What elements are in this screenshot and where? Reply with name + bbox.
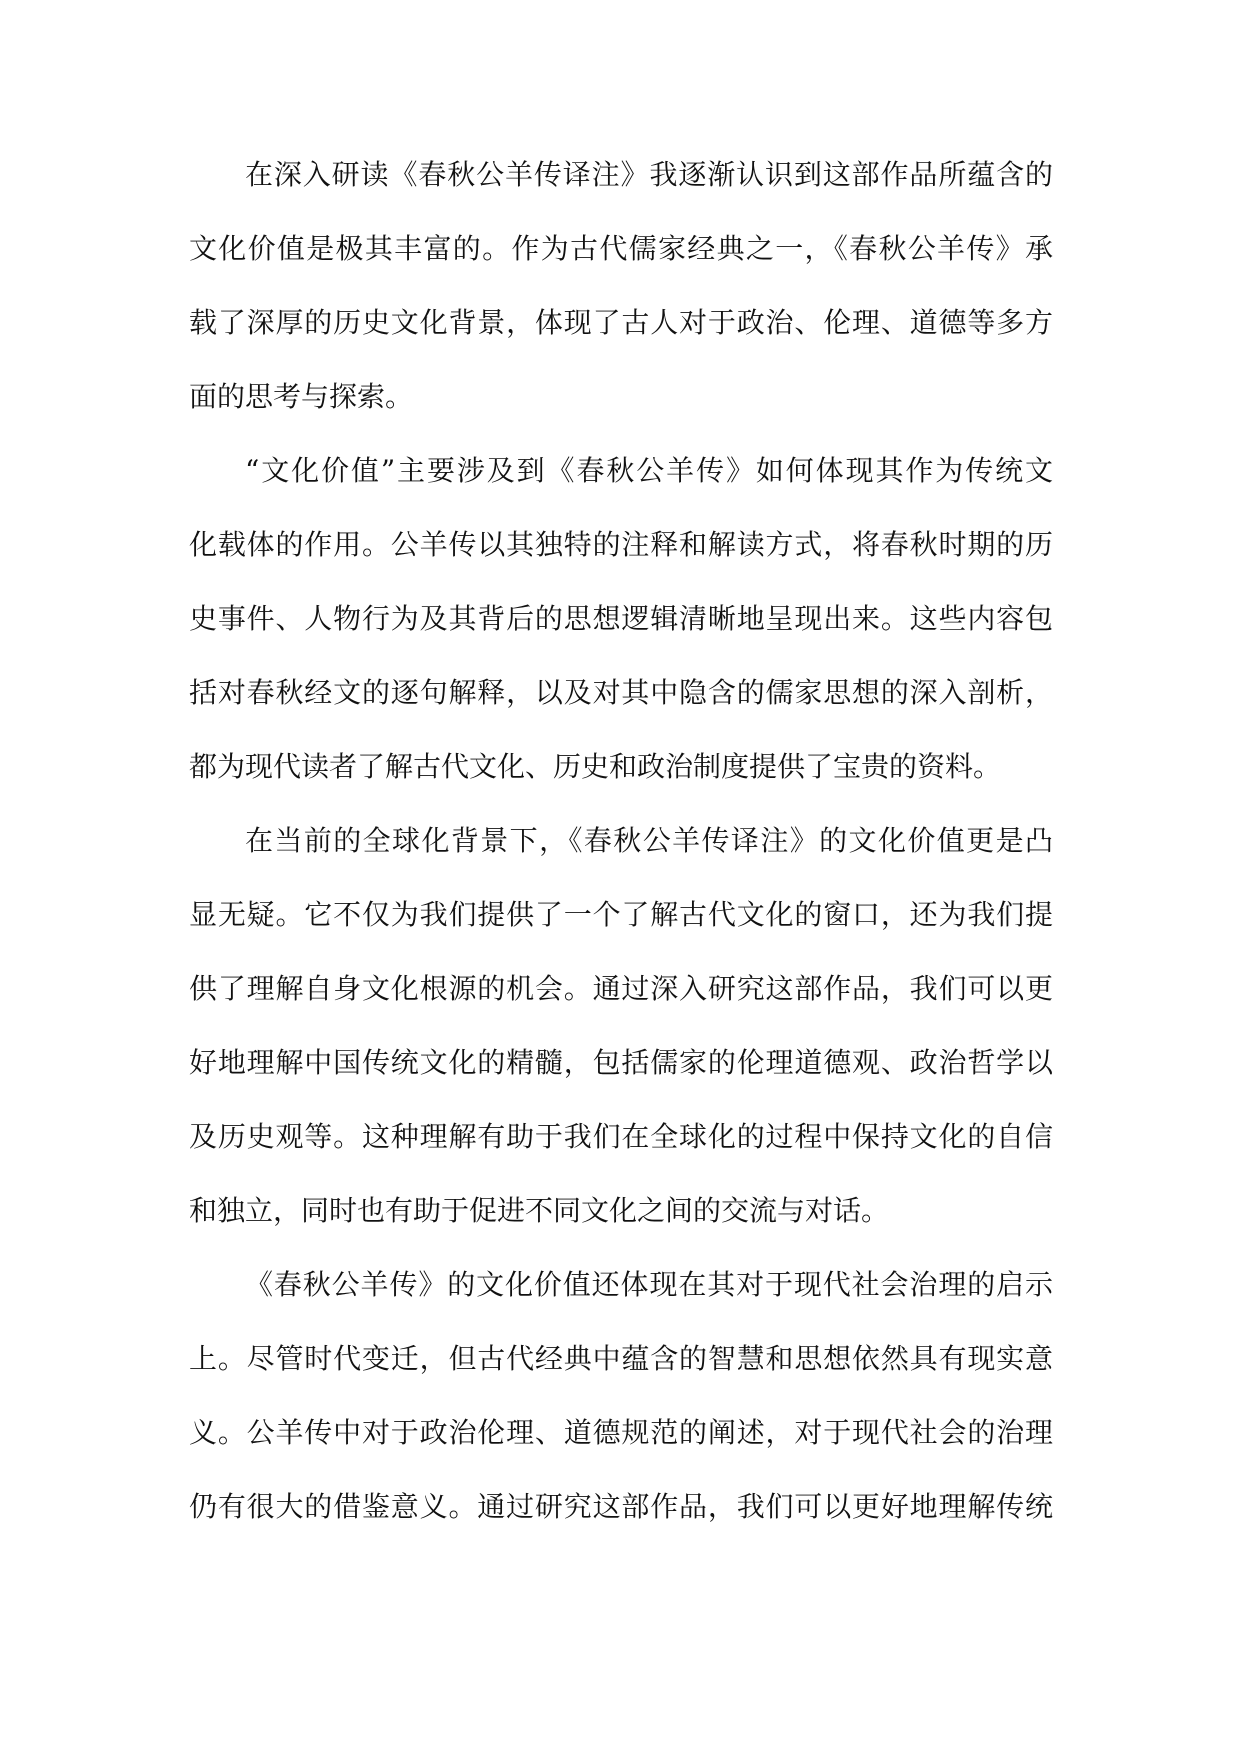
text-line: 显无疑。它不仅为我们提供了一个了解古代文化的窗口，还为我们提 [189, 898, 1053, 931]
text-line: 在深入研读《春秋公羊传译注》我逐渐认识到这部作品所蕴含的 [245, 158, 1053, 191]
document-body [189, 138, 1053, 1544]
text-line: 载了深厚的历史文化背景，体现了古人对于政治、伦理、道德等多方 [189, 306, 1053, 339]
text-line: 化载体的作用。公羊传以其独特的注释和解读方式，将春秋时期的历 [189, 528, 1053, 561]
paragraph [189, 434, 1053, 804]
paragraph [189, 804, 1053, 1248]
text-line: 都为现代读者了解古代文化、历史和政治制度提供了宝贵的资料。 [189, 750, 1002, 783]
text-line: 文化价值是极其丰富的。作为古代儒家经典之一，《春秋公羊传》承 [189, 232, 1053, 265]
text-line: 面的思考与探索。 [189, 380, 414, 413]
text-line: 好地理解中国传统文化的精髓，包括儒家的伦理道德观、政治哲学以 [189, 1046, 1053, 1079]
text-line: 括对春秋经文的逐句解释，以及对其中隐含的儒家思想的深入剖析， [189, 676, 1053, 709]
text-line: “文化价值”主要涉及到《春秋公羊传》如何体现其作为传统文 [245, 454, 1053, 487]
text-line: 及历史观等。这种理解有助于我们在全球化的过程中保持文化的自信 [189, 1120, 1053, 1153]
text-line: 供了理解自身文化根源的机会。通过深入研究这部作品，我们可以更 [189, 972, 1053, 1005]
text-line: 《春秋公羊传》的文化价值还体现在其对于现代社会治理的启示 [245, 1268, 1053, 1301]
paragraph [189, 138, 1053, 434]
text-line: 仍有很大的借鉴意义。通过研究这部作品，我们可以更好地理解传统 [189, 1490, 1053, 1523]
text-line: 史事件、人物行为及其背后的思想逻辑清晰地呈现出来。这些内容包 [189, 602, 1053, 635]
text-line: 和独立，同时也有助于促进不同文化之间的交流与对话。 [189, 1194, 890, 1227]
text-line: 义。公羊传中对于政治伦理、道德规范的阐述，对于现代社会的治理 [189, 1416, 1053, 1449]
paragraph [189, 1248, 1053, 1544]
text-line: 上。尽管时代变迁，但古代经典中蕴含的智慧和思想依然具有现实意 [189, 1342, 1053, 1375]
text-line: 在当前的全球化背景下，《春秋公羊传译注》的文化价值更是凸 [245, 824, 1053, 857]
